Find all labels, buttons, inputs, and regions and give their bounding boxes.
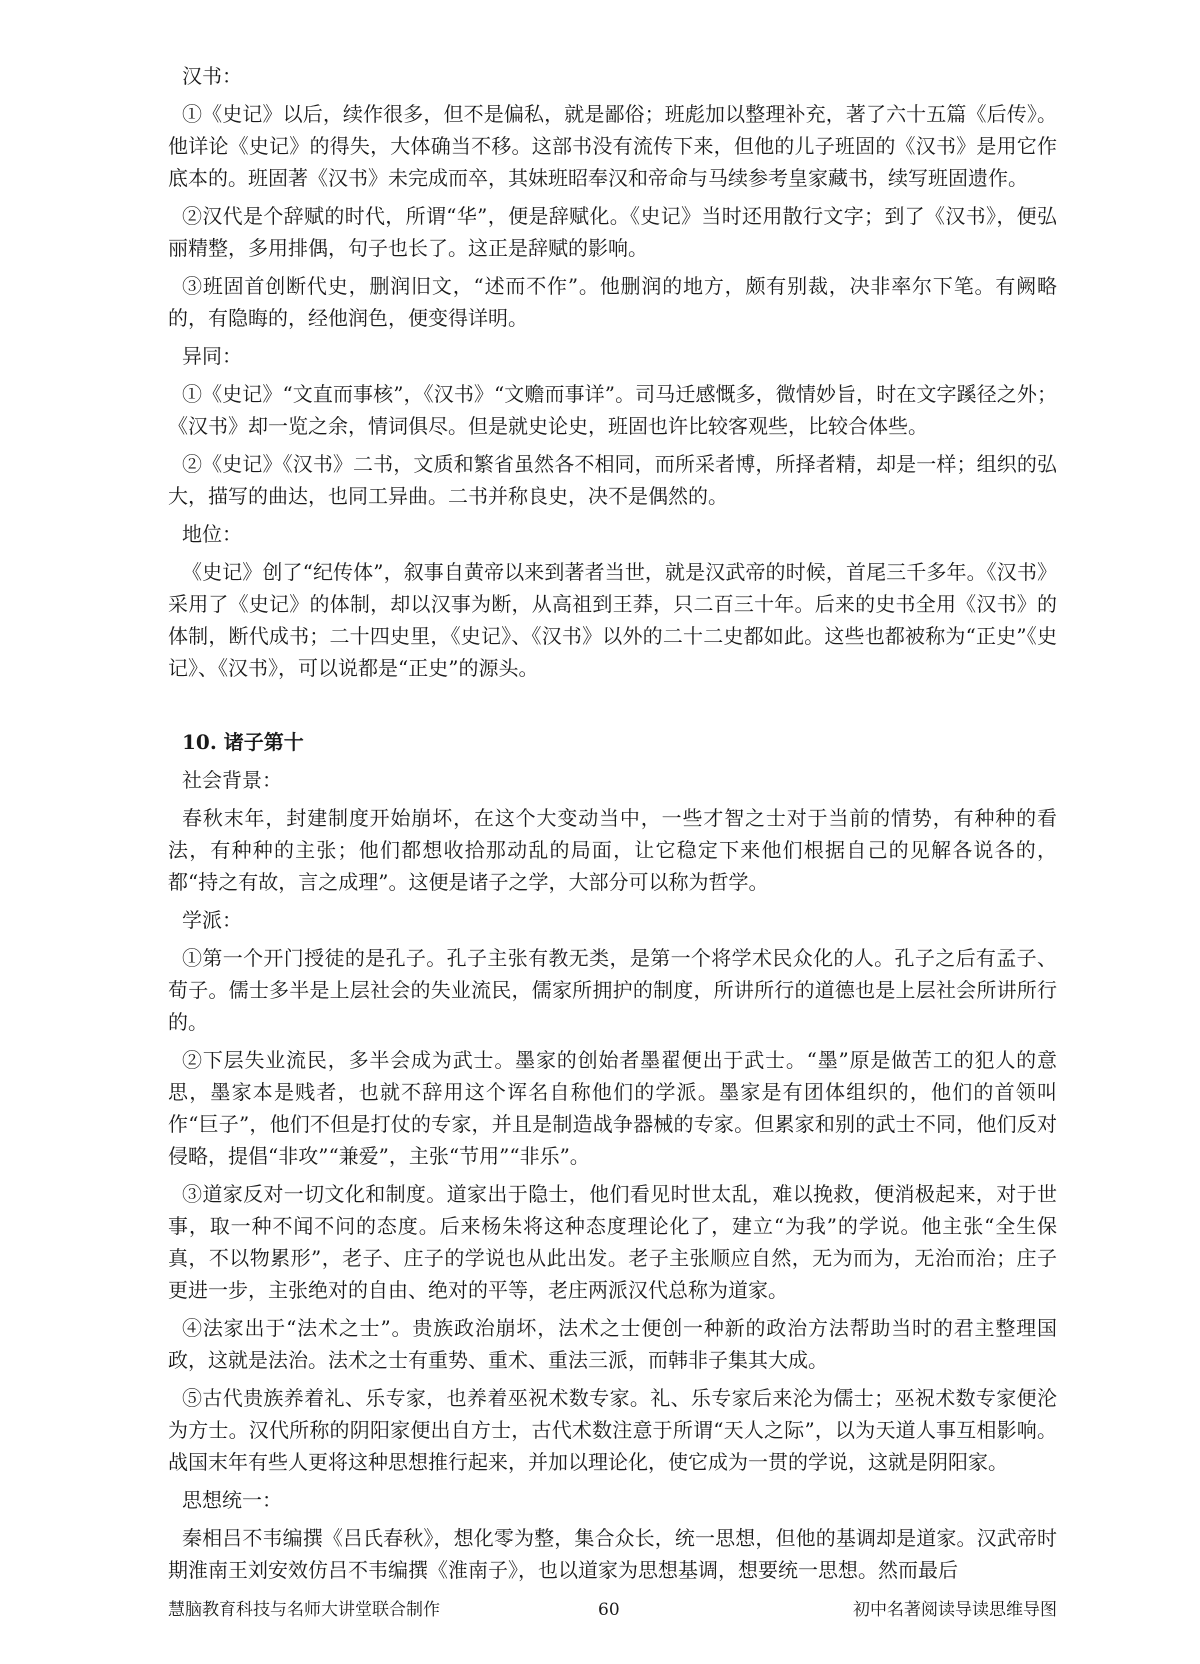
- schools-label: 学派：: [182, 908, 242, 932]
- unify-label: 思想统一：: [182, 1488, 282, 1512]
- yitong-label: 异同：: [182, 344, 242, 368]
- yitong-paragraph-2: ②《史记》《汉书》二书，文质和繁省虽然各不相同，而所采者博，所择者精，却是一样；组织的弘大，描写的曲达，也同工异曲。二书并称良史，决不是偶然的。: [168, 452, 1057, 508]
- diwei-label: 地位：: [182, 522, 242, 546]
- background-label: 社会背景：: [182, 768, 282, 792]
- school-paragraph-1: ①第一个开门授徒的是孔子。孔子主张有教无类，是第一个将学术民众化的人。孔子之后有孟子、荀子。儒士多半是上层社会的失业流民，儒家所拥护的制度，所讲所行的道德也是上层社会所讲所行的。: [168, 946, 1057, 1034]
- hanshu-label: 汉书：: [182, 64, 242, 88]
- section-title-zhuzi: 10. 诸子第十: [182, 730, 304, 754]
- footer-publisher: 慧脑教育科技与名师大讲堂联合制作: [168, 1600, 440, 1620]
- page-footer: [168, 1596, 1057, 1624]
- document-page: [168, 60, 1057, 1592]
- school-paragraph-3: ③道家反对一切文化和制度。道家出于隐士，他们看见时世太乱，难以挽救，便消极起来，对于世事，取一种不闻不问的态度。后来杨朱将这种态度理论化了，建立“为我”的学说。他主张“全生保真，不以物累形”，老子、庄子的学说也从此出发。老子主张顺应自然，无为而为，无治而治；庄子更进一步，主张绝对的自由、绝对的平等，老庄两派汉代总称为道家。: [168, 1182, 1057, 1302]
- page-number: 60: [598, 1600, 620, 1620]
- school-paragraph-2: ②下层失业流民，多半会成为武士。墨家的创始者墨翟便出于武士。“墨”原是做苦工的犯人的意思，墨家本是贱者，也就不辞用这个诨名自称他们的学派。墨家是有团体组织的，他们的首领叫作“巨子”，他们不但是打仗的专家，并且是制造战争器械的专家。但累家和别的武士不同，他们反对侵略，提倡“非攻”“兼爱”，主张“节用”“非乐”。: [168, 1048, 1057, 1168]
- school-paragraph-4: ④法家出于“法术之士”。贵族政治崩坏，法术之士便创一种新的政治方法帮助当时的君主整理国政，这就是法治。法术之士有重势、重术、重法三派，而韩非子集其大成。: [168, 1316, 1057, 1372]
- footer-book-title: 初中名著阅读导读思维导图: [853, 1600, 1057, 1620]
- school-paragraph-5: ⑤古代贵族养着礼、乐专家，也养着巫祝术数专家。礼、乐专家后来沦为儒士；巫祝术数专家便沦为方士。汉代所称的阴阳家便出自方士，古代术数注意于所谓“天人之际”，以为天道人事互相影响。战国末年有些人更将这种思想推行起来，并加以理论化，使它成为一贯的学说，这就是阴阳家。: [168, 1386, 1057, 1474]
- hanshu-paragraph-2: ②汉代是个辞赋的时代，所谓“华”，便是辞赋化。《史记》当时还用散行文字；到了《汉书》，便弘丽精整，多用排偶，句子也长了。这正是辞赋的影响。: [168, 204, 1057, 260]
- background-paragraph-1: 春秋末年，封建制度开始崩坏，在这个大变动当中，一些才智之士对于当前的情势，有种种的看法，有种种的主张；他们都想收拾那动乱的局面，让它稳定下来他们根据自己的见解各说各的，都“持之有故，言之成理”。这便是诸子之学，大部分可以称为哲学。: [168, 806, 1057, 894]
- unify-paragraph-1: 秦相吕不韦编撰《吕氏春秋》，想化零为整，集合众长，统一思想，但他的基调却是道家。汉武帝时期淮南王刘安效仿吕不韦编撰《淮南子》，也以道家为思想基调，想要统一思想。然而最后: [168, 1526, 1057, 1582]
- diwei-paragraph-1: 《史记》创了“纪传体”，叙事自黄帝以来到著者当世，就是汉武帝的时候，首尾三千多年。《汉书》采用了《史记》的体制，却以汉事为断，从高祖到王莽，只二百三十年。后来的史书全用《汉书》的体制，断代成书；二十四史里，《史记》、《汉书》以外的二十二史都如此。这些也都被称为“正史”《史记》、《汉书》，可以说都是“正史”的源头。: [168, 560, 1057, 680]
- hanshu-paragraph-1: ①《史记》以后，续作很多，但不是偏私，就是鄙俗；班彪加以整理补充，著了六十五篇《后传》。他详论《史记》的得失，大体确当不移。这部书没有流传下来，但他的儿子班固的《汉书》是用它作底本的。班固著《汉书》未完成而卒，其妹班昭奉汉和帝命与马续参考皇家藏书，续写班固遗作。: [168, 102, 1057, 190]
- hanshu-paragraph-3: ③班固首创断代史，删润旧文，“述而不作”。他删润的地方，颇有别裁，决非率尔下笔。有阙略的，有隐晦的，经他润色，便变得详明。: [168, 274, 1057, 330]
- yitong-paragraph-1: ①《史记》“文直而事核”，《汉书》“文赡而事详”。司马迁感慨多，微情妙旨，时在文字蹊径之外；《汉书》却一览之余，情词俱尽。但是就史论史，班固也许比较客观些，比较合体些。: [168, 382, 1057, 438]
